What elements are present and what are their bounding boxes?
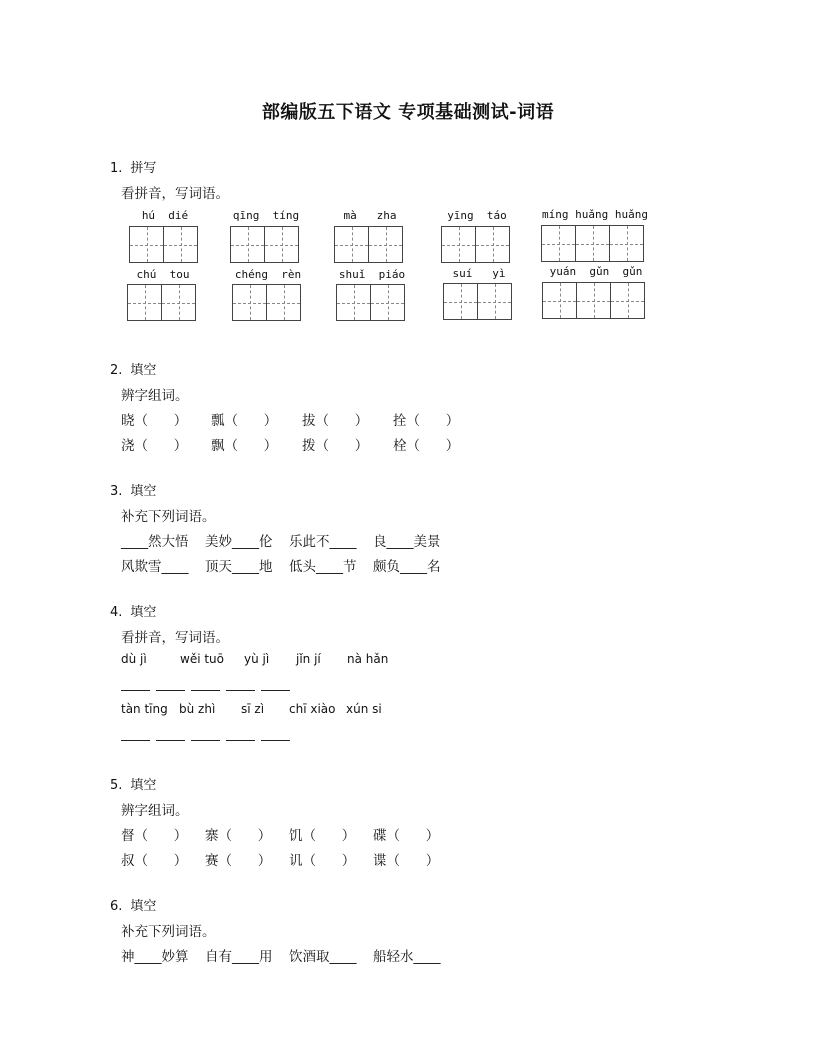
pinyin-label: wěi tuō (180, 652, 224, 666)
word-item[interactable]: 瓢（ ） (211, 413, 278, 429)
section-3-heading (110, 480, 156, 499)
idiom-item[interactable]: 自有____用 (205, 949, 273, 965)
pinyin-label: xún si (346, 702, 382, 716)
section-1-instruction: 看拼音，写词语。 (121, 186, 229, 202)
section-number: 4. (110, 605, 123, 620)
section-2-heading (110, 359, 156, 378)
section-title: 填空 (130, 605, 157, 620)
pinyin-label: bù zhì (179, 702, 216, 716)
idiom-item[interactable]: 颇负____名 (373, 559, 441, 575)
pinyin-label: yīng táo (447, 209, 507, 222)
section-number: 1. (110, 161, 123, 176)
section-title: 填空 (130, 484, 157, 499)
pinyin-label: jǐn jí (296, 652, 321, 666)
idiom-item[interactable]: ____然大悟 (121, 534, 189, 550)
writing-grid[interactable] (334, 226, 403, 264)
answer-blank[interactable] (191, 690, 220, 691)
writing-grid[interactable] (542, 282, 645, 320)
word-item[interactable]: 讥（ ） (289, 853, 356, 869)
section-title: 拼写 (130, 161, 157, 176)
answer-blank[interactable] (156, 740, 185, 741)
pinyin-label: mà zha (343, 209, 397, 222)
answer-blank[interactable] (261, 690, 290, 691)
answer-blank[interactable] (226, 740, 255, 741)
pinyin-label: sī zì (241, 702, 265, 716)
pinyin-label: yù jì (244, 652, 270, 666)
section-2-instruction: 辨字组词。 (121, 388, 189, 404)
word-item[interactable]: 督（ ） (121, 828, 188, 844)
pinyin-label: hú dié (141, 209, 189, 222)
section-5-heading (110, 774, 156, 793)
section-3-instruction: 补充下列词语。 (121, 509, 216, 525)
idiom-item[interactable]: 美妙____伦 (205, 534, 273, 550)
word-item[interactable]: 碟（ ） (373, 828, 440, 844)
idiom-item[interactable]: 乐此不____ (289, 534, 357, 550)
answer-blank[interactable] (226, 690, 255, 691)
idiom-item[interactable]: 船轻水____ (373, 949, 441, 965)
section-title: 填空 (130, 778, 157, 793)
word-item[interactable]: 饥（ ） (289, 828, 356, 844)
pinyin-label: chī xiào (289, 702, 336, 716)
word-item[interactable]: 浇（ ） (121, 438, 188, 454)
pinyin-label: tàn tīng (121, 702, 168, 716)
word-item[interactable]: 赛（ ） (205, 853, 272, 869)
writing-grid[interactable] (129, 226, 198, 264)
answer-blank[interactable] (121, 690, 150, 691)
word-item[interactable]: 拴（ ） (393, 413, 460, 429)
pinyin-label: nà hǎn (347, 652, 389, 666)
answer-blank[interactable] (121, 740, 150, 741)
pinyin-label: chéng rèn (234, 268, 302, 281)
section-number: 5. (110, 778, 123, 793)
pinyin-label: míng huǎng huǎng (542, 208, 648, 221)
idiom-item[interactable]: 饮酒取____ (289, 949, 357, 965)
writing-grid[interactable] (443, 283, 512, 321)
page-title: 部编版五下语文 专项基础测试-词语 (261, 102, 555, 123)
section-title: 填空 (130, 363, 157, 378)
word-item[interactable]: 寨（ ） (205, 828, 272, 844)
pinyin-label: qīng tíng (232, 209, 300, 222)
idiom-item[interactable]: 顶天____地 (205, 559, 273, 575)
writing-grid[interactable] (232, 284, 301, 322)
word-item[interactable]: 晓（ ） (121, 413, 188, 429)
section-5-instruction: 辨字组词。 (121, 803, 189, 819)
idiom-item[interactable]: 良____美景 (373, 534, 441, 550)
answer-blank[interactable] (191, 740, 220, 741)
pinyin-label: dù jì (121, 652, 147, 666)
section-number: 3. (110, 484, 123, 499)
writing-grid[interactable] (230, 226, 299, 264)
writing-grid[interactable] (541, 225, 644, 263)
pinyin-label: yuán gǔn gǔn (549, 265, 643, 278)
answer-blank[interactable] (156, 690, 185, 691)
word-item[interactable]: 叔（ ） (121, 853, 188, 869)
pinyin-label: chú tou (136, 268, 190, 281)
section-number: 6. (110, 899, 123, 914)
word-item[interactable]: 栓（ ） (393, 438, 460, 454)
idiom-item[interactable]: 风欺雪____ (121, 559, 189, 575)
word-item[interactable]: 拨（ ） (302, 438, 369, 454)
section-6-instruction: 补充下列词语。 (121, 924, 216, 940)
answer-blank[interactable] (261, 740, 290, 741)
word-item[interactable]: 谍（ ） (373, 853, 440, 869)
section-number: 2. (110, 363, 123, 378)
section-4-heading (110, 601, 156, 620)
word-item[interactable]: 飘（ ） (211, 438, 278, 454)
section-6-heading (110, 895, 156, 914)
word-item[interactable]: 拔（ ） (302, 413, 369, 429)
writing-grid[interactable] (336, 284, 405, 322)
idiom-item[interactable]: 神____妙算 (121, 949, 189, 965)
pinyin-label: shuǐ piáo (338, 268, 406, 281)
section-4-instruction: 看拼音，写词语。 (121, 630, 229, 646)
pinyin-label: suí yì (452, 267, 506, 280)
writing-grid[interactable] (441, 226, 510, 264)
section-title: 填空 (130, 899, 157, 914)
writing-grid[interactable] (127, 284, 196, 322)
section-1-heading (110, 157, 156, 176)
idiom-item[interactable]: 低头____节 (289, 559, 357, 575)
